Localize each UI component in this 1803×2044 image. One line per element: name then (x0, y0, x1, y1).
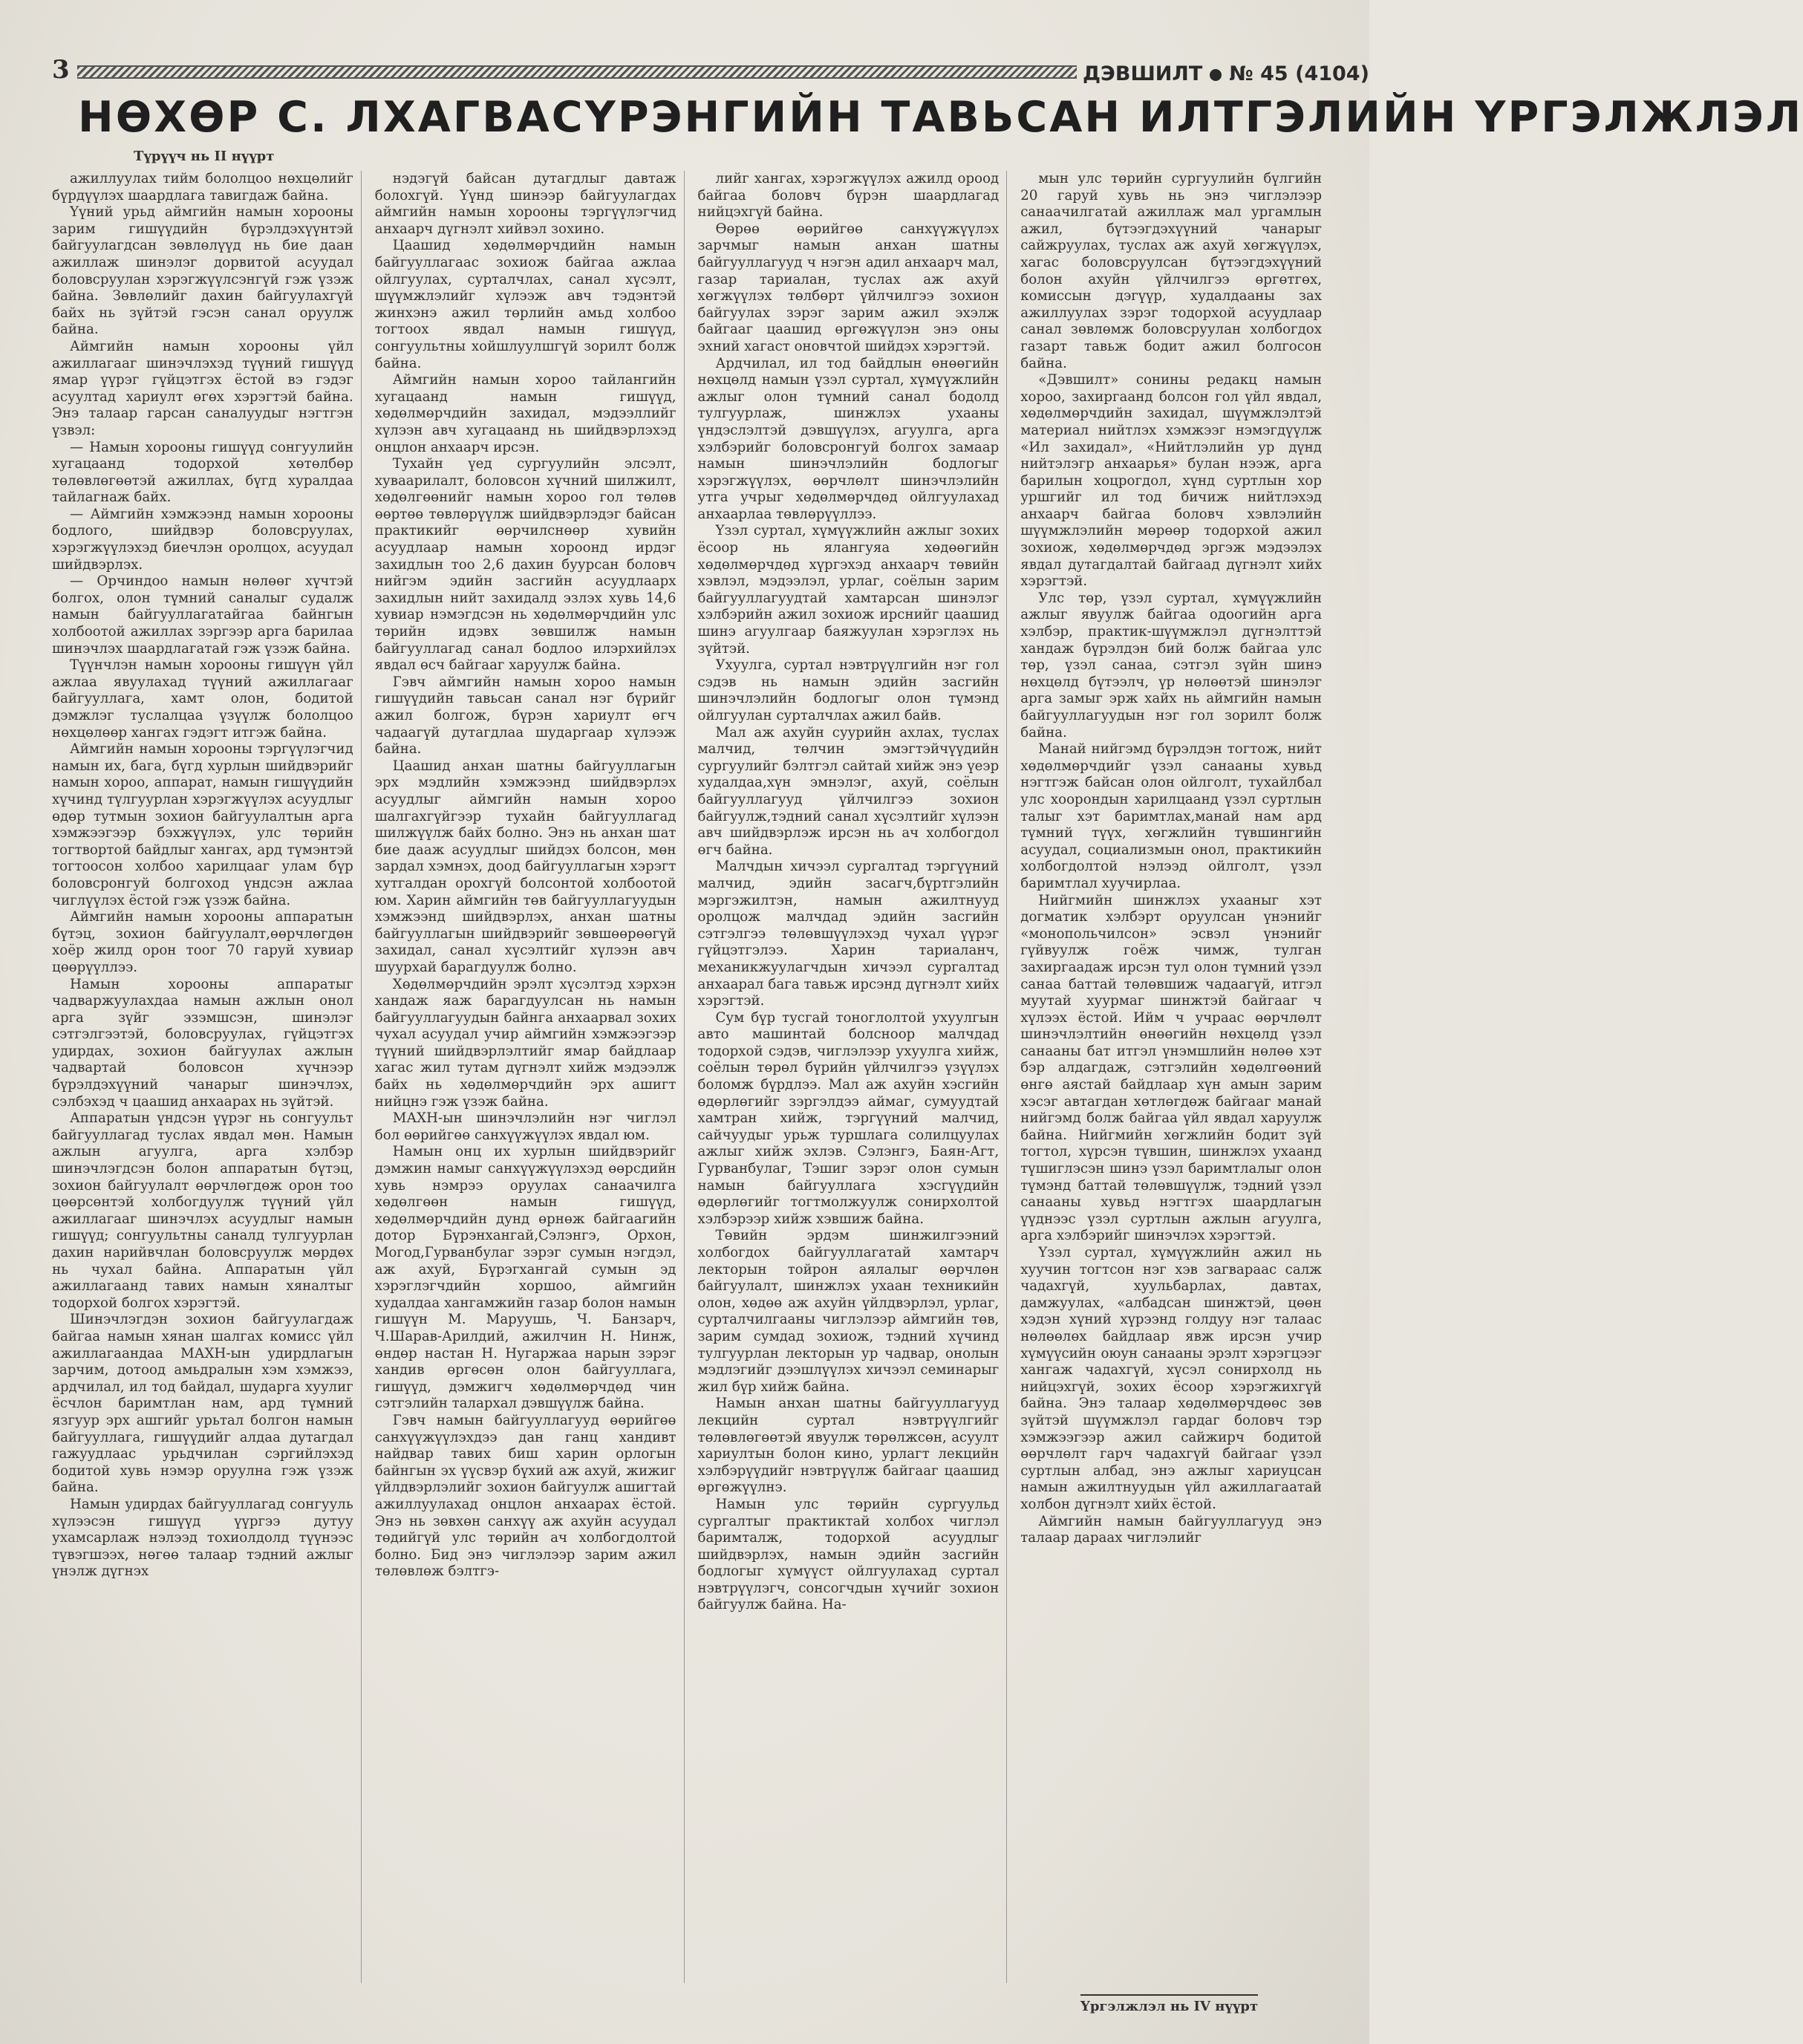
paragraph: Манай нийгэмд бүрэлдэн тогтож, нийт хөдөлмөрчдийг үзэл санааны хувьд нэгтгэж байсан олон ойлголт, тухайлбал улс хоорондын харилцаанд үзэл суртлын талыг хэт баримтлах,манай нам ард түмний түүх, хөгжлийн түвшингийн асуудал, социализмын онол, практикийн холбогдолтой нэлээд ойлголт, үзэл баримтлал хуучирлаа. (1020, 741, 1322, 891)
paragraph: Аймгийн намын хороо тайлангийн хугацаанд намын гишүүд, хөдөлмөрчдийн захидал, мэдээллийг хүлээн авч хугацаанд нь шийдвэрлэхэд онцлон анхаарч ирсэн. (374, 372, 676, 455)
paragraph: Үзэл суртал, хүмүүжлийн ажлыг зохих ёсоор нь ялангуяа хөдөөгийн хөдөлмөрчдөд хүргэхэд анхаарч төвийн хэвлэл, мэдээлэл, урлаг, соёлын зарим байгууллагуудтай хамтарсан шинэлэг хэлбэрийн ажил зохиож ирснийг цаашид шинэ агуулгаар баяжуулан хэрэглэх нь зүйтэй. (697, 523, 1000, 657)
paragraph: Улс төр, үзэл суртал, хүмүүжлийн ажлыг явуулж байгаа одоогийн арга хэлбэр, практик-шүүмжлэл дүгнэлттэй хандаж бүрэлдэн бий болж байгаа улс төр, үзэл санаа, сэтгэл зүйн шинэ нөхцөлд бүтээлч, үр нөлөөтэй шинэлэг арга замыг эрж хайх нь аймгийн намын байгууллагуудын нэг гол зорилт болж байна. (1020, 590, 1322, 741)
column-4 (1020, 171, 1329, 1983)
paragraph: Намын удирдах байгууллагад сонгууль хүлээсэн гишүүд үүргээ дутуу ухамсарлаж нэлээд тохиолдолд түүнээс түвэгшээх, нөгөө талаар тэдний ажлыг үнэлж дүгнэх (52, 1496, 353, 1580)
continued-to-note: Үргэлжлэл нь IV нүүрт (1080, 1994, 1258, 2014)
decorative-rule (77, 65, 1077, 79)
column-1 (52, 171, 362, 1983)
paragraph: Цаашид анхан шатны байгууллагын эрх мэдлийн хэмжээнд шийдвэрлэх асуудлыг аймгийн намын хороо шалгахгүйгээр тухайн байгууллагад шилжүүлж байх болно. Энэ нь анхан шат бие дааж асуудлыг шийдэх болсон, мөн зардал хэмнэх, доод байгууллагын хэрэгт хутгалдан орохгүй болсонтой холбоотой юм. Харин аймгийн төв байгууллагуудын хэмжээнд шийдвэрлэх, анхан шатны байгууллагын шийдвэрийг зөвшөөрөөгүй захидал, санал хүсэлтийг хүлээн авч шуурхай барагдуулж болно. (374, 758, 676, 975)
page-header-rule (52, 55, 1077, 85)
paragraph: Тухайн үед сургуулийн элсэлт, хуваарилалт, боловсон хүчний шилжилт, хөдөлгөөнийг намын хороо гол төлөв өөртөө төвлөрүүлж шийдвэрлэдэг байсан практикийг өөрчилснөөр хувийн асуудлаар намын хороонд ирдэг захидлын тоо 2,6 дахин буурсан боловч нийгэм эдийн засгийн асуудлаарх захидлын нийт захидалд эзлэх хувь 14,6 хувиар нэмэгдсэн нь хөдөлмөрчдийн улс төрийн идэвх зөвшилж намын байгууллагад санал бодлоо илэрхийлэх явдал өсч байгааг харуулж байна. (374, 456, 676, 674)
paragraph: Төвийн эрдэм шинжилгээний холбогдох байгууллагатай хамтарч лекторын тойрон аялалыг өөрчлөн байгуулалт, шинжлэх ухаан техникийн олон, хөдөө аж ахуйн үйлдвэрлэл, урлаг, сурталчилгааны чиглэлээр аймгийн төв, зарим сумдад зохиож, тэдний хүчинд тулгуурлан лекторын ур чадвар, онолын мэдлэгийг дээшлүүлэх хичээл семинарыг жил бүр хийж байна. (697, 1228, 1000, 1395)
paragraph: Ухуулга, суртал нэвтрүүлгийн нэг гол сэдэв нь намын эдийн засгийн шинэчлэлийн бодлогыг олон түмэнд ойлгуулан сурталчлах ажил байв. (697, 657, 1000, 723)
paragraph: ажиллуулах тийм бололцоо нөхцөлийг бүрдүүлэх шаардлага тавигдаж байна. (52, 171, 353, 204)
paragraph: Гэвч аймгийн намын хороо намын гишүүдийн тавьсан санал нэг бүрийг ажил болгож, бүрэн хариулт өгч чадаагүй дутагдлаа шударгаар хүлээж байна. (374, 674, 676, 758)
paragraph: лийг хангах, хэрэгжүүлэх ажилд ороод байгаа боловч бүрэн шаардлагад нийцэхгүй байна. (697, 171, 1000, 221)
paragraph: Аймгийн намын хорооны аппаратын бүтэц, зохион байгуулалт,өөрчлөгдөн хоёр жилд орон тоог 70 гаруй хувиар цөөрүүллээ. (52, 909, 353, 975)
article-columns (52, 171, 1329, 1983)
paragraph: Намын онц их хурлын шийдвэрийг дэмжин намыг санхүүжүүлэхэд өөрсдийн хувь нэмрээ оруулах санаачилга хөдөлгөөн намын гишүүд, хөдөлмөрчдийн дунд өрнөж байгаагийн дотор Бүрэнхангай,Сэлэнгэ, Орхон, Могод,Гурванбулаг зэрэг сумын нэгдэл, аж ахуй, Бүрэгхангай сумын эд хэрэглэгчдийн хоршоо, аймгийн худалдаа хангамжийн газар болон намын гишүүн М. Маруушь, Ч. Банзарч, Ч.Шарав-Арилдий, ажилчин Н. Нинж, өндөр настан Н. Нугаржаа нарын зэрэг хандив өргөсөн олон байгууллага, гишүүд, дэмжигч хөдөлмөрчдөд чин сэтгэлийн талархал дэвшүүлж байна. (374, 1144, 676, 1412)
paragraph: Намын хорооны аппаратыг чадваржуулахдаа намын ажлын онол арга зүйг эзэмшсэн, шинэлэг сэтгэлгээтэй, боловсруулах, гүйцэтгэх удирдах, зохион байгуулах ажлын чадвартай боловсон хүчнээр бүрэлдэхүүний чанарыг шинэчлэх, сэлбэхэд ч цаашид анхаарах нь зүйтэй. (52, 976, 353, 1110)
paragraph: Нийгмийн шинжлэх ухааныг хэт догматик хэлбэрт оруулсан үнэнийг «монопольчилсон» эсвэл үнэнийг гүйвуулж гоёж чимж, тулган захиргаадаж ирсэн тул олон түмний үзэл санаа баттай төлөвшиж чадаагүй, итгэл муутай хуурмаг шинжтэй байгааг ч хүлээх ёстой. Ийм ч учраас өөрчлөлт шинэчлэлтийн өнөөгийн нөхцөлд үзэл санааны бат итгэл үнэмшлийн нөлөө хэт бэр алдагдаж, сэтгэлийн хөдөлгөөний өнгө аястай байдлаар хүн амын зарим хэсэг автагдан хөтлөгдөж байгааг манай нийгэмд болж байгаа үйл явдал харуулж байна. Нийгмийн хөгжлийн бодит зүй тогтол, хүрсэн түвшин, шинжлэх ухаанд түшиглэсэн шинэ үзэл баримтлалыг олон түмэнд баттай төлөвшүүлж, тэдний үзэл санааны хувьд нэгтгэх шаардлагын үүднээс үзэл суртлын ажлын агуулга, арга хэлбэрийг шинэчлэх хэрэгтэй. (1020, 892, 1322, 1244)
paragraph: Ардчилал, ил тод байдлын өнөөгийн нөхцөлд намын үзэл суртал, хүмүүжлийн ажлыг олон түмний санал бодолд тулгуурлаж, шинжлэх ухааны үндэслэлтэй дэвшүүлэх, агуулга, арга хэлбэрийг боловсронгуй болгох замаар намын шинэчлэлийн бодлогыг хэрэгжүүлэх, өөрчлөлт шинэчлэлийн утга учрыг хөдөлмөрчдөд ойлгуулахад анхаарлаа төвлөрүүллээ. (697, 355, 1000, 522)
article-headline: НӨХӨР С. ЛХАГВАСҮРЭНГИЙН ТАВЬСАН ИЛТГЭЛИЙН ҮРГЭЛЖЛЭЛ (78, 93, 1803, 142)
paragraph: Аймгийн намын байгууллагууд энэ талаар дараах чиглэлийг (1020, 1513, 1322, 1546)
paragraph: «Дэвшилт» сонины редакц намын хороо, захиргаанд болсон гол үйл явдал, хөдөлмөрчдийн захидал, шүүмжлэлтэй материал нийтлэх хэмжээг нэмэгдүүлж «Ил захидал», «Нийтлэлийн ур дүнд нийтэлэгр анхаарья» булан нээж, арга барилын хоцрогдол, хүнд суртлын хор уршгийг ил тод бичиж нийтлэхэд анхаарч байгаа боловч хэвлэлийн шүүмжлэлийн мөрөөр тодорхой ажил зохиож, хөдөлмөрчдөд эргэж мэдээлэх явдал дутагдалтай байгаад дүгнэлт хийх хэрэгтэй. (1020, 372, 1322, 590)
paragraph: — Намын хорооны гишүүд сонгуулийн хугацаанд тодорхой хөтөлбөр төлөвлөгөөтэй ажиллах, бүгд хуралдаа тайлагнаж байх. (52, 439, 353, 506)
paragraph: Цаашид хөдөлмөрчдийн намын байгууллагаас зохиож байгаа ажлаа ойлгуулах, сурталчлах, санал хүсэлт, шүүмжлэлийг хүлээж авч тэдэнтэй жинхэнэ ажил төрлийн амьд холбоо тогтоох явдал намын гишүүд, сонгуультны хойшлуулшгүй зорилт болж байна. (374, 238, 676, 371)
paragraph: Өөрөө өөрийгөө санхүүжүүлэх зарчмыг намын анхан шатны байгууллагууд ч нэгэн адил анхаарч мал, газар тариалан, туслах аж ахуй хөгжүүлэх төлбөрт үйлчилгээ зохион байгуулах зэрэг зарим ажил эхэлж байгааг цаашид өргөжүүлэн энэ оны эхний хагаст оновчтой шийдэх хэрэгтэй. (697, 221, 1000, 354)
paragraph: Сум бүр тусгай тоноглолтой ухуулгын авто машинтай болсноор малчдад тодорхой сэдэв, чиглэлээр ухуулга хийж, соёлын төрөл бүрийн үйлчилгээ үзүүлэх боломж бүрдлээ. Мал аж ахуйн хэсгийн өдөрлөгийг зэргэлдээ аймаг, сумуудтай хамтран хийж, тэргүүний малчид, сайчуудыг урьж туршлага солилцуулах ажлыг хийж эхлэв. Сэлэнгэ, Баян-Агт, Гурванбулаг, Тэшиг зэрэг олон сумын намын байгууллага хэсгүүдийн өдөрлөгийг тогтмолжуулж сонирхолтой хэлбэрээр хийж хэвшиж байна. (697, 1009, 1000, 1227)
paragraph: — Аймгийн хэмжээнд намын хорооны бодлого, шийдвэр боловсруулах, хэрэгжүүлэхэд биечлэн оролцох, асуудал шийдвэрлэх. (52, 506, 353, 573)
page-number: 3 (52, 55, 70, 85)
paragraph: Аймгийн намын хорооны үйл ажиллагааг шинэчлэхэд түүний гишүүд ямар үүрэг гүйцэтгэх ёстой вэ гэдэг асуултад хариулт өгөх хэрэгтэй байна. Энэ талаар гарсан саналуудыг нэгтгэн үзвэл: (52, 338, 353, 438)
paragraph: Аймгийн намын хорооны тэргүүлэгчид намын их, бага, бүгд хурлын шийдвэрийг намын хороо, аппарат, намын гишүүдийн хүчинд түлгуурлан хэрэгжүүлэх асуудлыг өдөр тутмын зохион байгуулалтын арга хэмжээгээр бэхжүүлэх, улс төрийн тогтвортой байдлыг хангах, ард түмэнтэй тогтоосон холбоо харилцааг улам бүр боловсронгуй болгоход үндсэн ажлаа чиглүүлэх ёстой гэж үзэж байна. (52, 741, 353, 908)
paragraph: Шинэчлэгдэн зохион байгуулагдаж байгаа намын хянан шалгах комисс үйл ажиллагаандаа МАХН-ын удирдлагын зарчим, дотоод амьдралын хэм хэмжээ, ардчилал, ил тод байдал, шударга хуулиг ёсчлон баримтлан нам, ард түмний язгуур эрх ашгийг урьтал болгон намын байгууллага, гишүүдийг алдаа дутагдал гажуудлаас урьдчилан сэргийлэхэд бодитой хувь нэмэр оруулна гэж үзэж байна. (52, 1312, 353, 1496)
issue-number: № 45 (4104) (1229, 62, 1369, 85)
bullet-icon (1210, 69, 1222, 81)
continued-from-note: Түрүүч нь II нүүрт (134, 149, 275, 164)
paragraph: Намын анхан шатны байгууллагууд лекцийн суртал нэвтрүүлгийг төлөвлөгөөтэй явуулж төрөлжсөн, асуулт хариултын болон кино, урлагт лекцийн хэлбэрүүдийг нэвтрүүлж байгааг цаашид өргөжүүлнэ. (697, 1396, 1000, 1496)
paragraph: Хөдөлмөрчдийн эрэлт хүсэлтэд хэрхэн хандаж яаж барагдуулсан нь намын байгууллагуудын байнга анхаарвал зохих чухал асуудал учир аймгийн хэмжээгээр түүний шийдвэрлэлтийг ямар байдлаар хагас жил тутам дүгнэлт хийж мэдээлж байх нь хөдөлмөрчдийн эрх ашигт нийцнэ гэж үзэж байна. (374, 976, 676, 1110)
paragraph: Мал аж ахуйн суурийн ахлах, туслах малчид, төлчин эмэгтэйчүүдийн сургуулийг бэлтгэл сайтай хийж энэ үеэр худалдаа,хүн эмнэлэг, ахуй, соёлын байгууллагууд үйлчилгээ зохион байгуулж,тэдний санал хүсэлтийг хүлээн авч шийдвэрлэж ирсэн нь ач холбогдол өгч байна. (697, 724, 1000, 858)
paragraph: — Орчиндоо намын нөлөөг хүчтэй болгох, олон түмний саналыг судалж намын байгууллагатайгаа байнгын холбоотой ажиллах зэргээр арга барилаа шинэчлэх шаардлагатай гэж үзэж байна. (52, 573, 353, 657)
paragraph: Түүнчлэн намын хорооны гишүүн үйл ажлаа явуулахад түүний ажиллагааг байгууллага, хамт олон, бодитой дэмжлэг туслалцаа үзүүлж бололцоо нөхцөлөөр хангах гэдэгт итгэж байна. (52, 657, 353, 741)
paragraph: Аппаратын үндсэн үүрэг нь сонгуульт байгууллагад туслах явдал мөн. Намын ажлын агуулга, арга хэлбэр шинэчлэгдсэн болон аппаратын бүтэц, зохион байгуулалт өөрчлөгдөж орон тоо цөөрсөнтэй холбогдуулж түүний үйл ажиллагааг шинэчлэх асуудлыг намын гишүүд; сонгуультны саналд тулгуурлан дахин нарийвчлан боловсруулж мөрдөх нь чухал байна. Аппаратын үйл ажиллагаанд тавих намын хяналтыг тодорхой болгох хэрэгтэй. (52, 1110, 353, 1311)
paragraph: Гэвч намын байгууллагууд өөрийгөө санхүүжүүлэхдээ дан ганц хандивт найдвар тавих биш харин орлогын байнгын эх үүсвэр бүхий аж ахуй, жижиг үйлдвэрлэлийг зохион байгуулж ашигтай ажиллуулахад онцлон анхаарах ёстой. Энэ нь зөвхөн санхүү аж ахуйн асуудал төдийгүй улс төрийн ач холбогдолтой болно. Бид энэ чиглэлээр зарим ажил төлөвлөж бэлтгэ- (374, 1412, 676, 1580)
paragraph: Намын улс төрийн сургуульд сургалтыг практиктай холбох чиглэл баримталж, тодорхой асуудлыг шийдвэрлэх, намын эдийн засгийн бодлогыг хүмүүст ойлгуулахад суртал нэвтрүүлэгч, сонсогчдын хүчийг зохион байгуулж байна. На- (697, 1496, 1000, 1613)
paragraph: МАХН-ын шинэчлэлийн нэг чиглэл бол өөрийгөө санхүүжүүлэх явдал юм. (374, 1110, 676, 1143)
paragraph: Үүний урьд аймгийн намын хорооны зарим гишүүдийн бүрэлдэхүүнтэй байгуулагдсан зөвлөлүүд нь бие даан ажиллаж шинэлэг дорвитой асуудал боловсруулан хэрэгжүүлсэнгүй гэж үзэж байна. Зөвлөлийг дахин байгуулахгүй байх нь зүйтэй гэсэн санал оруулж байна. (52, 204, 353, 338)
masthead (1083, 62, 1369, 85)
paragraph: Үзэл суртал, хүмүүжлийн ажил нь хуучин тогтсон нэг хэв загвараас салж чадахгүй, хуульбарлах, давтах, дамжуулах, «албадсан шинжтэй, цөөн хэдэн хүний хүрээнд голдуу нэг талаас нөлөөлөх байдлаар явж ирсэн учир хүмүүсийн оюун санааны эрэлт хэрэгцээг хангаж чадахгүй, хүсэл сонирхолд нь нийцэхгүй, зохих ёсоор хэрэгжихгүй байна. Энэ талаар хөдөлмөрчдөөс зөв зүйтэй шүүмжлэл гардаг боловч тэр хэмжээгээр ажил сайжирч бодитой өөрчлөлт гарч чадахгүй байгааг үзэл суртлын албад, энэ ажлыг хариуцсан намын ажилтнуудын үйл ажиллагаатай холбон дүгнэлт хийх ёстой. (1020, 1245, 1322, 1512)
paragraph: мын улс төрийн сургуулийн бүлгийн 20 гаруй хувь нь энэ чиглэлээр санаачилгатай ажиллаж мал ургамлын ажил, бүтээгдэхүүний чанарыг сайжруулах, туслах аж ахуй хөгжүүлэх, хагас боловсруулсан бүтээгдэхүүний болон ахуйн үйлчилгээ өргөтгөх, комиссын дэгүүр, худалдааны зах ажиллуулах зэрэг тодорхой асуудлаар санал зөвлөмж боловсруулан холбогдох газарт тавьж бодит ажил болгосон байна. (1020, 171, 1322, 371)
paragraph: Малчдын хичээл сургалтад тэргүүний малчид, эдийн засагч,бүртгэлийн мэргэжилтэн, намын ажилтнууд оролцож малчдад эдийн засгийн сэтгэлгээ төлөвшүүлэхэд чухал үүрэг гүйцэтгэлээ. Харин тариаланч, механикжуулагчдын хичээл сургалтад анхаарал бага тавьж ирсэнд дүгнэлт хийх хэрэгтэй. (697, 859, 1000, 1009)
paragraph: нэдэгүй байсан дутагдлыг давтаж болохгүй. Үүнд шинээр байгуулагдах аймгийн намын хорооны тэргүүлэгчид анхаарч дүгнэлт хийвэл зохино. (374, 171, 676, 237)
newspaper-name: ДЭВШИЛТ (1083, 62, 1203, 85)
column-3 (698, 171, 1008, 1983)
column-2 (375, 171, 685, 1983)
